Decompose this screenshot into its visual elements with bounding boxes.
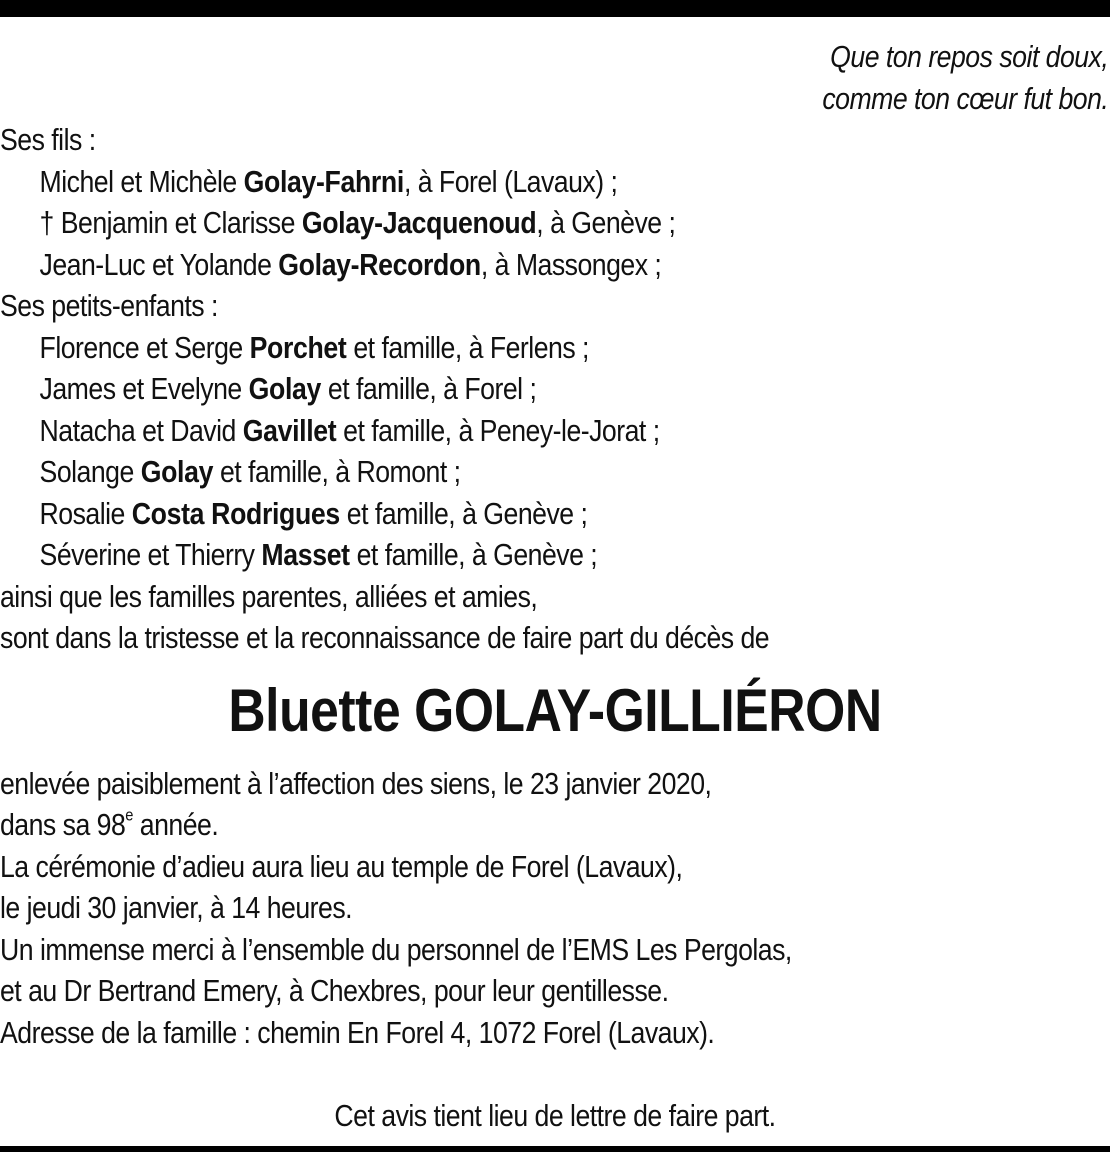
grandchild-surname: Masset xyxy=(261,537,350,572)
grandchild-names: James et Evelyne xyxy=(39,371,249,406)
ceremony-line-1: La cérémonie d’adieu aura lieu au temple de Forel (Lavaux), xyxy=(0,848,683,884)
grandchild-location: et famille, à Genève ; xyxy=(339,495,588,531)
grandchild-surname: Costa Rodrigues xyxy=(131,495,340,531)
son-entry xyxy=(0,161,955,203)
grandchild-names: Rosalie xyxy=(39,495,132,531)
son-entry xyxy=(0,202,955,244)
grandchild-entry xyxy=(0,327,955,369)
son-location: , à Genève ; xyxy=(536,205,676,240)
grandchild-names: Séverine et Thierry xyxy=(39,537,262,572)
grandchild-entry xyxy=(0,410,955,452)
thanks-line-2: et au Dr Bertrand Emery, à Chexbres, pour leur gentillesse. xyxy=(0,973,669,1008)
grandchild-names: Natacha et David xyxy=(39,412,243,448)
grandchild-surname: Golay xyxy=(140,454,214,489)
address-line: Adresse de la famille : chemin En Forel 4, 1072 Forel (Lavaux). xyxy=(0,1014,715,1050)
death-date-line: enlevée paisiblement à l’affection des siens, le 23 janvier 2020, xyxy=(0,765,712,801)
son-location: , à Massongex ; xyxy=(480,246,662,282)
grandchild-surname: Golay xyxy=(248,371,321,406)
grandchild-surname: Gavillet xyxy=(242,412,337,448)
grandchild-location: et famille, à Ferlens ; xyxy=(346,329,589,365)
son-entry xyxy=(0,244,955,286)
epigraph-line-1: Que ton repos soit doux, xyxy=(830,39,1109,74)
son-surname: Golay-Recordon xyxy=(278,246,481,282)
age-prefix: dans sa 98 xyxy=(0,807,126,842)
thanks-line-1: Un immense merci à l’ensemble du personnel de l’EMS Les Pergolas, xyxy=(0,931,792,967)
grandchild-names: Florence et Serge xyxy=(39,329,250,365)
son-names: † Benjamin et Clarisse xyxy=(39,205,302,240)
grandchild-entry xyxy=(0,368,955,410)
epigraph-line-2: comme ton cœur fut bon. xyxy=(822,80,1109,116)
closing-line: Cet avis tient lieu de lettre de faire part. xyxy=(334,1098,776,1133)
grandchild-entry xyxy=(0,534,955,576)
grandchild-surname: Porchet xyxy=(249,329,347,365)
son-surname: Golay-Jacquenoud xyxy=(301,205,537,240)
grandchild-location: et famille, à Peney-le-Jorat ; xyxy=(336,412,660,448)
son-surname: Golay-Fahrni xyxy=(243,163,404,199)
grandchild-location: et famille, à Romont ; xyxy=(213,454,461,489)
grandchild-names: Solange xyxy=(39,454,141,489)
son-names: Jean-Luc et Yolande xyxy=(39,246,279,282)
families-line: ainsi que les familles parentes, alliées et amies, xyxy=(0,578,538,614)
sons-heading: Ses fils : xyxy=(0,122,96,157)
grandchild-entry xyxy=(0,451,955,493)
age-suffix: année. xyxy=(132,807,219,842)
grandchildren-heading: Ses petits-enfants : xyxy=(0,288,218,323)
grandchild-entry xyxy=(0,493,955,535)
age-line xyxy=(0,804,955,846)
bottom-rule xyxy=(0,1146,1110,1152)
age-ordinal: e xyxy=(125,805,133,825)
deceased-name: Bluette GOLAY-GILLIÉRON xyxy=(228,676,882,744)
top-rule xyxy=(0,0,1110,17)
son-location: , à Forel (Lavaux) ; xyxy=(403,163,618,199)
grandchild-location: et famille, à Genève ; xyxy=(349,537,598,572)
grandchild-location: et famille, à Forel ; xyxy=(320,371,537,406)
death-notice xyxy=(0,36,1110,1137)
ceremony-line-2: le jeudi 30 janvier, à 14 heures. xyxy=(0,890,353,925)
son-names: Michel et Michèle xyxy=(39,163,244,199)
announcement-line: sont dans la tristesse et la reconnaissance de faire part du décès de xyxy=(0,620,770,655)
